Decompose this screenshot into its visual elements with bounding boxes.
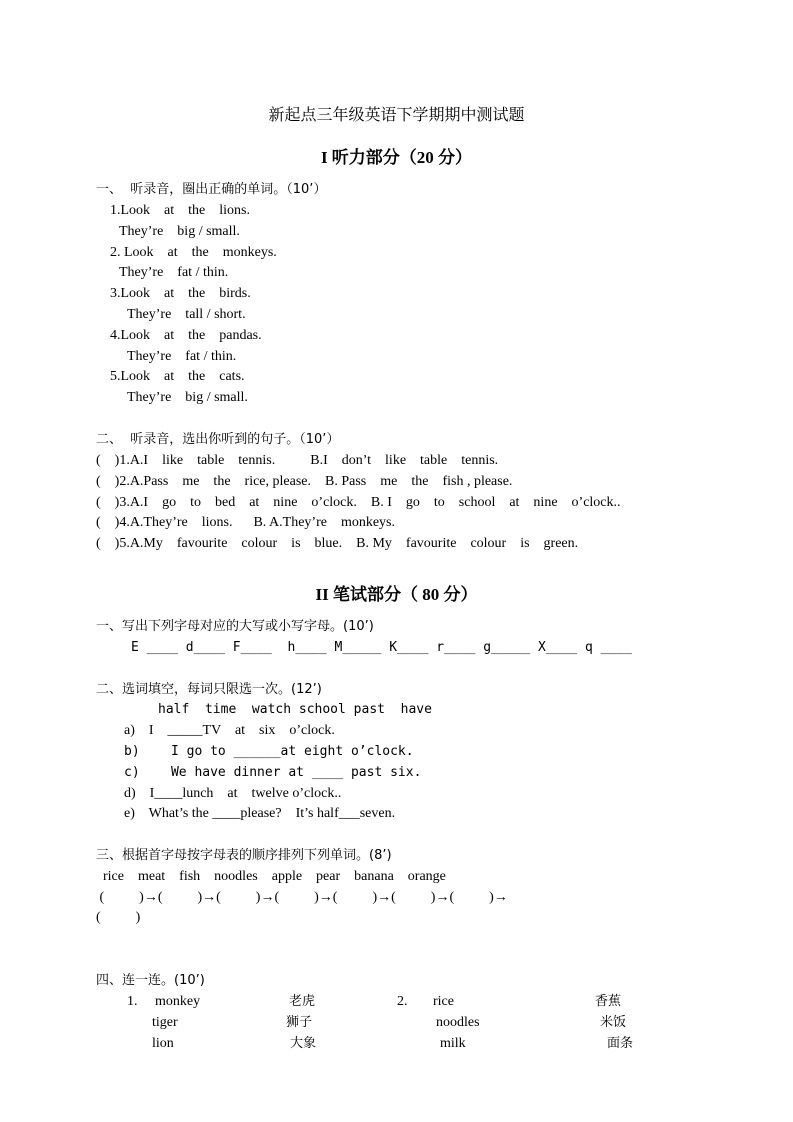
fill-item: c) We have dinner at ____ past six. [124, 765, 422, 780]
listening-heading: I 听力部分（20 分） [320, 148, 473, 167]
match-chinese-word: 狮子 [286, 1015, 313, 1030]
listening-q1-line: 4.Look at the pandas. [110, 328, 262, 343]
match-english-word: rice [433, 994, 454, 1009]
listening-q1-line: 2. Look at the monkeys. [110, 245, 277, 260]
listening-q2-heading: 二、 听录音，选出你听到的句子。（10’） [96, 432, 340, 447]
match-chinese-word: 大象 [290, 1036, 317, 1051]
listening-q1-heading: 一、 听录音，圈出正确的单词。（10’） [96, 182, 327, 197]
writing-q4-heading: 四、连一连。(10’) [96, 973, 205, 988]
listening-q1-line: 5.Look at the cats. [110, 369, 245, 384]
match-chinese-word: 米饭 [600, 1015, 627, 1030]
listening-q1-line: 1.Look at the lions. [110, 203, 250, 218]
listening-q1-line: 3.Look at the birds. [110, 286, 251, 301]
listening-q2-line: ( )5.A.My favourite colour is blue. B. My favourite colour is green. [96, 536, 579, 551]
match-group-number: 2. [397, 994, 408, 1009]
match-chinese-word: 老虎 [289, 994, 316, 1009]
match-chinese-word: 面条 [607, 1036, 634, 1051]
listening-q1-line: They’re fat / thin. [119, 265, 229, 280]
page-title: 新起点三年级英语下学期期中测试题 [268, 107, 525, 124]
writing-q1-heading: 一、写出下列字母对应的大写或小写字母。(10’) [96, 619, 374, 634]
fill-item: d) I____lunch at twelve o’clock.. [124, 786, 342, 801]
listening-q1-line: They’re big / small. [119, 224, 240, 239]
match-english-word: milk [440, 1036, 466, 1051]
match-english-word: noodles [436, 1015, 480, 1030]
writing-heading: II 笔试部分（ 80 分） [315, 585, 478, 604]
match-english-word: monkey [155, 994, 201, 1009]
listening-q1-line: They’re fat / thin. [127, 349, 237, 364]
word-bank: half time watch school past have [158, 702, 432, 717]
order-answer-line: ( )→( )→( )→( )→( )→( )→( )→ [96, 890, 508, 905]
order-answer-line: ( ) [96, 910, 141, 925]
match-english-word: lion [152, 1036, 174, 1051]
writing-q3-heading: 三、根据首字母按字母表的顺序排列下列单词。(8’) [96, 848, 392, 863]
listening-q2-line: ( )1.A.I like table tennis. B.I don’t like table tennis. [96, 453, 499, 468]
match-english-word: tiger [152, 1015, 178, 1030]
fill-item: b) I go to ______at eight o’clock. [124, 744, 414, 759]
fill-item: a) I _____TV at six o’clock. [124, 723, 335, 738]
match-chinese-word: 香蕉 [595, 994, 622, 1009]
listening-q1-line: They’re big / small. [127, 390, 248, 405]
listening-q2-line: ( )3.A.I go to bed at nine o’clock. B. I go to school at nine o’clock.. [96, 495, 621, 510]
letters-line: E ____ d____ F____ h____ M_____ K____ r____ g_____ X____ q ____ [131, 640, 632, 655]
listening-q1-line: They’re tall / short. [127, 307, 246, 322]
word-list: rice meat fish noodles apple pear banana orange [103, 869, 446, 884]
listening-q2-line: ( )4.A.They’re lions. B. A.They’re monkeys. [96, 515, 395, 530]
listening-q2-line: ( )2.A.Pass me the rice, please. B. Pass me the fish , please. [96, 474, 513, 489]
match-group-number: 1. [127, 994, 138, 1009]
writing-q2-heading: 二、选词填空，每词只限选一次。(12’) [96, 682, 322, 697]
fill-item: e) What’s the ____please? It’s half___seven. [124, 806, 396, 821]
